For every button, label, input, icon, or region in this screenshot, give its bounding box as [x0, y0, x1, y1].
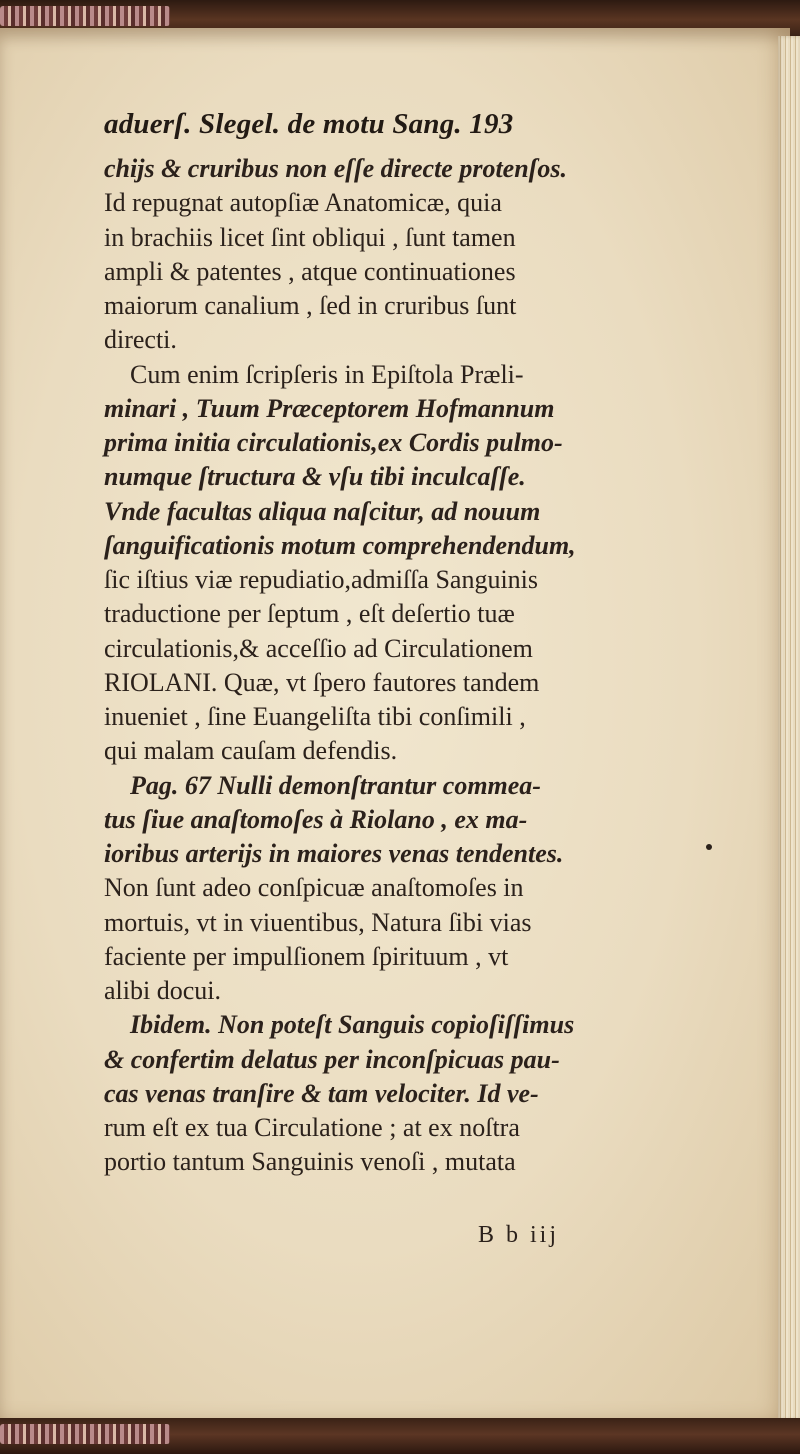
text-line: tus ſiue anaſtomoſes à Riolano , ex ma-: [104, 804, 528, 834]
text-line: alibi docui.: [104, 976, 221, 1005]
text-line: Id repugnat autopſiæ Anatomicæ, quia: [104, 188, 502, 218]
text-line: ſanguificationis motum comprehendendum,: [104, 530, 576, 560]
text-line: maiorum canalium , ſed in cruribus ſunt: [104, 291, 517, 320]
text-line: cas venas tranſire & tam velociter. Id ve-: [104, 1078, 539, 1108]
text-line: directi.: [104, 325, 177, 355]
page-edges: [778, 36, 800, 1420]
text-line: prima initia circulationis,ex Cordis pulmo-: [104, 428, 563, 457]
headband-bottom: [0, 1424, 170, 1444]
text-line: minari , Tuum Præceptorem Hofmannum: [104, 393, 555, 423]
text-line: & confertim delatus per inconſpicuas pau-: [104, 1044, 560, 1074]
text-line: faciente per impulſionem ſpirituum , vt: [104, 941, 509, 971]
text-line: portio tantum Sanguinis venoſi , mutata: [104, 1147, 516, 1177]
text-line: numque ſtructura & vſu tibi inculcaſſe.: [104, 462, 526, 492]
text-line: Vnde facultas aliqua naſcitur, ad nouum: [104, 496, 541, 526]
text-line: Pag. 67 Nulli demonſtrantur commea-: [104, 770, 541, 800]
text-line: Ibidem. Non poteſt Sanguis copioſiſſimus: [104, 1010, 575, 1040]
text-line: RIOLANI. Quæ, vt ſpero fautores tandem: [104, 667, 540, 697]
running-head: aduerſ. Slegel. de motu Sang. 193: [104, 108, 514, 140]
text-line: ampli & patentes , atque continuationes: [104, 256, 516, 286]
headband-top: [0, 6, 170, 26]
text-line: mortuis, vt in viuentibus, Natura ſibi vias: [104, 907, 532, 937]
body-text: [104, 152, 669, 1180]
text-line: traductione per ſeptum , eſt deſertio tuæ: [104, 599, 515, 629]
text-line: chijs & cruribus non eſſe directe protenſos.: [104, 154, 567, 183]
text-line: qui malam cauſam defendis.: [104, 736, 398, 766]
text-line: ioribus arterijs in maiores venas tendentes.: [104, 839, 564, 868]
text-line: rum eſt ex tua Circulatione ; at ex noſtra: [104, 1113, 520, 1142]
text-line: ſic iſtius viæ repudiatio,admiſſa Sanguinis: [104, 565, 539, 594]
text-line: Non ſunt adeo conſpicuæ anaſtomoſes in: [104, 873, 524, 903]
text-line: inueniet , ſine Euangeliſta tibi conſimili ,: [104, 702, 526, 731]
text-line: in brachiis licet ſint obliqui , ſunt tamen: [104, 222, 516, 252]
signature-mark: B b iij: [478, 1222, 560, 1248]
margin-dot: [706, 844, 712, 850]
page-text-block: [104, 108, 669, 1180]
text-line: Cum enim ſcripſeris in Epiſtola Præli-: [104, 359, 524, 389]
text-line: circulationis,& acceſſio ad Circulationem: [104, 633, 533, 663]
